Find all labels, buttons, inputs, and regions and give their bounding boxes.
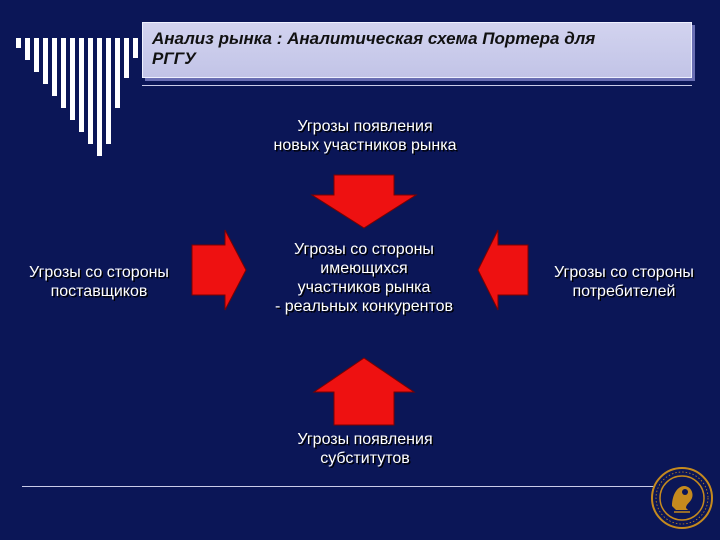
arrow-right [192, 230, 246, 310]
arrow-left [478, 230, 528, 310]
label-right [528, 263, 720, 301]
footer-line [22, 486, 662, 487]
slide-title-line-1: Анализ рынка : Аналитическая схема Портера для [152, 29, 596, 48]
label-bottom-line-1: Угрозы появления [297, 431, 433, 448]
label-bottom-line-2: субститутов [320, 450, 410, 467]
label-top [230, 117, 500, 155]
label-center-line-3: участников рынка [297, 279, 431, 296]
label-top-line-2: новых участников рынка [273, 137, 457, 154]
label-top-line-1: Угрозы появления [297, 118, 433, 135]
label-center [244, 240, 484, 316]
rggu-emblem-icon [650, 466, 714, 530]
label-center-line-4: - реальных конкурентов [274, 298, 453, 315]
arrow-up [314, 358, 414, 425]
label-left-line-1: Угрозы со стороны [29, 264, 169, 281]
label-right-line-1: Угрозы со стороны [554, 264, 694, 281]
label-bottom [230, 430, 500, 468]
label-left-line-2: поставщиков [50, 283, 148, 300]
label-right-line-2: потребителей [572, 283, 676, 300]
arrow-down [312, 175, 416, 228]
label-center-line-2: имеющихся [320, 260, 408, 277]
label-left [2, 263, 196, 301]
slide-title-line-2: РГГУ [152, 49, 196, 68]
label-center-line-1: Угрозы со стороны [294, 241, 434, 258]
